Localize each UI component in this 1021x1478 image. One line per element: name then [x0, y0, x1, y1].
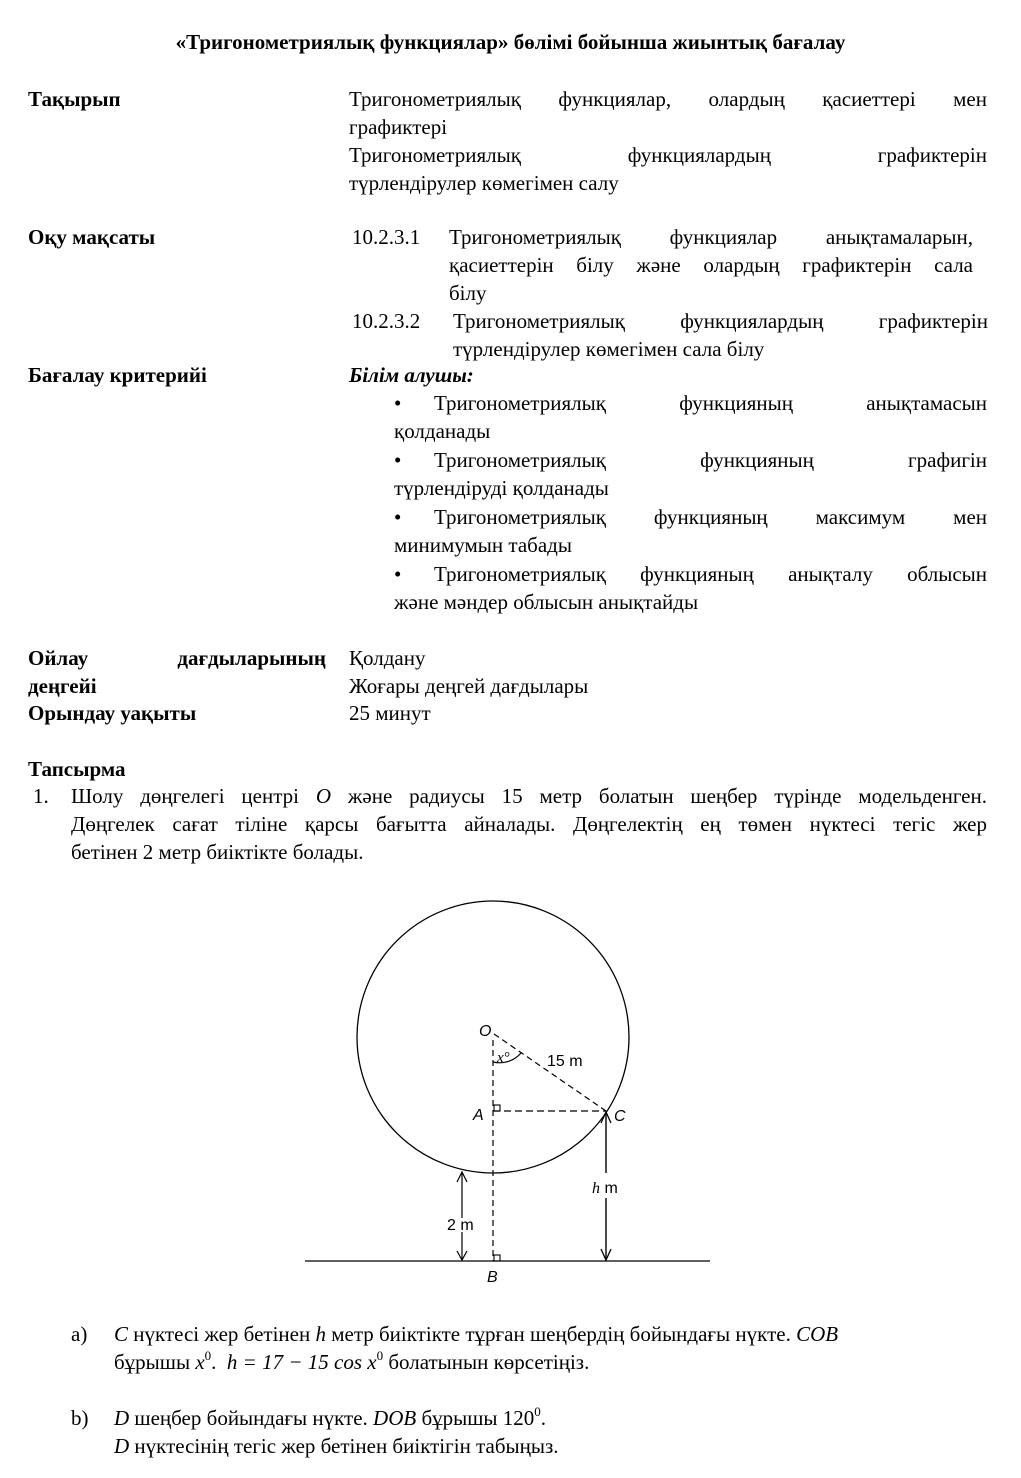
height-label: h m — [592, 1180, 618, 1197]
topic-line-1a: Тригонометриялық функциялар, олардың қасиеттері мен — [349, 87, 987, 111]
criteria-text: түрлендіруді қолданады — [394, 476, 609, 500]
criteria-item — [394, 560, 987, 616]
page-title: «Тригонометриялық функциялар» бөлімі бойынша жиынтық бағалау — [175, 30, 846, 54]
criteria-label: Бағалау критерийі — [28, 363, 207, 387]
label-B: B — [487, 1269, 498, 1286]
question-b-label: b) — [71, 1406, 89, 1430]
task-text-line: бетінен 2 метр биіктікте болады. — [71, 840, 364, 864]
q-part: DOB — [373, 1406, 417, 1430]
topic-value — [349, 85, 987, 197]
label-A: A — [473, 1107, 484, 1124]
criteria-intro: Білім алушы: — [349, 363, 474, 387]
q-part: h — [315, 1322, 326, 1346]
topic-line-1b: графиктері — [349, 115, 448, 139]
criteria-item — [394, 446, 987, 502]
formula: h = 17 − 15 cos x — [226, 1350, 377, 1374]
criteria-text: минимумын табады — [394, 533, 572, 557]
right-angle-B — [494, 1255, 500, 1261]
objective-text — [453, 307, 988, 363]
q-part: D — [114, 1434, 130, 1458]
duration-label: Орындау уақыты — [28, 701, 197, 725]
radius-label: 15 m — [547, 1053, 583, 1070]
objective-line: түрлендірулер көмегімен сала білу — [453, 337, 765, 361]
objectives-label: Оқу мақсаты — [28, 225, 156, 249]
criteria-item — [394, 389, 987, 445]
q-part: D — [114, 1406, 130, 1430]
question-b-text — [114, 1404, 944, 1460]
thinking-level-label-line: деңгейі — [28, 674, 97, 698]
ground-gap-label: 2 m — [447, 1217, 474, 1234]
task-heading: Тапсырма — [28, 757, 126, 781]
q-part: болатынын көрсетіңіз. — [383, 1350, 590, 1374]
thinking-level-value-line: Қолдану — [349, 646, 426, 670]
thinking-level-label — [28, 644, 326, 700]
objective-line: қасиеттерін білу және олардың графиктерін сала — [449, 253, 973, 277]
objective-text — [449, 223, 973, 307]
thinking-level-value — [349, 644, 588, 700]
label-O: O — [479, 1023, 492, 1040]
task-text-part: O — [315, 784, 332, 808]
topic-line-2b: түрлендірулер көмегімен салу — [349, 171, 619, 195]
bullet-icon: • — [394, 505, 402, 529]
q-part: COB — [796, 1322, 839, 1346]
thinking-level-value-line: Жоғары деңгей дағдылары — [349, 674, 589, 698]
angle-label: x° — [497, 1050, 510, 1066]
criteria-text: Тригонометриялық функцияның анықтамасын — [434, 391, 987, 415]
thinking-level-label-line: Ойлау дағдыларының — [28, 646, 326, 670]
q-part: C — [114, 1322, 129, 1346]
q-part: бұрышы — [114, 1350, 196, 1374]
q-part: 0 — [534, 1404, 541, 1419]
objective-line: білу — [449, 281, 487, 305]
task-text-part: және радиусы 15 метр болатын шеңбер түрінде модельденген. — [331, 784, 987, 808]
q-part: . — [211, 1350, 227, 1374]
criteria-item — [394, 503, 987, 559]
q-part: нүктесінің тегіс жер бетінен биіктігін табыңыз. — [129, 1434, 559, 1458]
criteria-text: қолданады — [394, 419, 491, 443]
objectives-list — [352, 223, 988, 363]
q-part: x — [195, 1350, 205, 1374]
criteria-text: Тригонометриялық функцияның анықталу облысын — [434, 562, 987, 586]
task-text — [71, 782, 987, 866]
criteria-list — [349, 389, 987, 619]
bullet-icon: • — [394, 448, 402, 472]
criteria-text: Тригонометриялық функцияның максимум мен — [434, 505, 987, 529]
task-text-line: Дөңгелек сағат тіліне қарсы бағытта айналады. Дөңгелектің ең төмен нүктесі тегіс жер — [71, 812, 987, 836]
q-part: бұрышы 120 — [416, 1406, 535, 1430]
q-part: 0 — [376, 1348, 384, 1363]
q-part: 0 — [204, 1348, 212, 1363]
task-text-part: Шолу дөңгелегі центрі — [71, 784, 316, 808]
objective-code: 10.2.3.2 — [352, 309, 421, 333]
ferris-wheel-diagram — [0, 880, 1021, 1300]
criteria-text: және мәндер облысын анықтайды — [394, 590, 699, 614]
objective-code: 10.2.3.1 — [352, 225, 421, 249]
bullet-icon: • — [394, 562, 402, 586]
right-angle-A — [494, 1105, 500, 1111]
topic-label: Тақырып — [28, 87, 121, 111]
objective-line: Тригонометриялық функциялардың графиктерін — [453, 309, 988, 333]
duration-value: 25 минут — [349, 701, 431, 725]
topic-line-2a: Тригонометриялық функциялардың графиктерін — [349, 143, 987, 167]
label-C: C — [614, 1108, 626, 1125]
criteria-text: Тригонометриялық функцияның графигін — [434, 448, 987, 472]
bullet-icon: • — [394, 391, 402, 415]
question-a-label: a) — [71, 1322, 88, 1346]
question-a-text — [114, 1320, 944, 1376]
q-part: нүктесі жер бетінен — [128, 1322, 316, 1346]
q-part: метр биіктікте тұрған шеңбердің бойындағы нүкте. — [325, 1322, 797, 1346]
task-number: 1. — [33, 784, 49, 808]
q-part: . — [540, 1406, 547, 1430]
line-OC — [494, 1034, 606, 1111]
objective-line: Тригонометриялық функциялар анықтамаларын, — [449, 225, 973, 249]
q-part: шеңбер бойындағы нүкте. — [129, 1406, 374, 1430]
